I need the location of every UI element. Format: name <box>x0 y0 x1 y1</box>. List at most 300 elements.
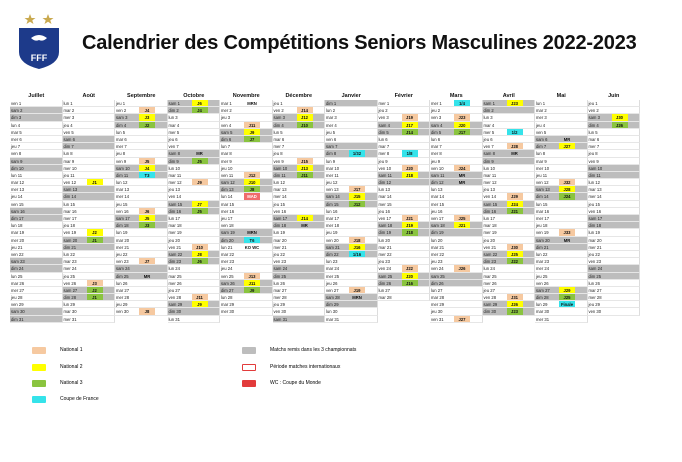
match-label <box>402 107 418 113</box>
day-cell <box>220 251 273 258</box>
match-label <box>612 215 628 221</box>
day-label: mer 21 <box>273 244 287 250</box>
day-label: mar 29 <box>221 302 235 308</box>
day-cell <box>483 244 536 251</box>
match-label <box>349 179 365 185</box>
match-label <box>349 114 365 120</box>
day-cell <box>115 301 168 308</box>
match-label: J11 <box>192 294 208 300</box>
day-cell <box>115 237 168 244</box>
match-label <box>612 208 628 214</box>
day-label: lun 11 <box>11 172 23 178</box>
match-label: J29 <box>559 287 575 293</box>
match-label <box>507 186 523 192</box>
day-label: mar 14 <box>378 194 392 200</box>
day-cell <box>10 280 63 287</box>
day-cell <box>220 280 273 287</box>
day-cell <box>588 122 641 129</box>
match-label <box>454 193 470 199</box>
match-label: J8 <box>139 308 155 314</box>
match-label: J25 <box>454 215 470 221</box>
match-label <box>297 251 313 257</box>
match-label <box>244 215 260 221</box>
day-label: ven 2 <box>273 108 284 114</box>
match-label <box>454 237 470 243</box>
day-label: lun 15 <box>63 201 75 207</box>
day-label: lun 29 <box>536 302 548 308</box>
day-cell <box>430 201 483 208</box>
day-label: sam 3 <box>116 115 128 121</box>
match-label <box>297 258 313 264</box>
day-cell <box>220 122 273 129</box>
day-cell <box>430 143 483 150</box>
day-cell <box>63 100 116 107</box>
day-label: sam 24 <box>588 266 603 272</box>
match-label <box>139 294 155 300</box>
match-label <box>192 237 208 243</box>
day-cell <box>115 229 168 236</box>
day-label: jeu 9 <box>431 158 441 164</box>
match-label <box>349 107 365 113</box>
day-label: ven 4 <box>221 122 232 128</box>
day-label: lun 4 <box>11 122 21 128</box>
day-label: mer 10 <box>536 165 550 171</box>
day-cell <box>168 107 221 114</box>
day-label: lun 24 <box>483 266 495 272</box>
day-cell <box>378 165 431 172</box>
day-label: mer 20 <box>11 237 25 243</box>
day-cell <box>378 244 431 251</box>
match-label <box>34 114 50 120</box>
match-label: J28 <box>559 186 575 192</box>
day-cell <box>588 158 641 165</box>
day-label: mer 1 <box>378 101 390 106</box>
match-label <box>87 308 103 314</box>
match-label <box>244 301 260 307</box>
match-label <box>87 265 103 271</box>
day-cell <box>483 143 536 150</box>
day-cell <box>168 114 221 121</box>
day-cell <box>325 316 378 323</box>
match-label <box>349 208 365 214</box>
day-cell <box>63 301 116 308</box>
match-label: MR <box>511 151 518 157</box>
day-cell <box>378 114 431 121</box>
day-label: jeu 14 <box>11 194 23 200</box>
day-label: sam 14 <box>326 194 340 200</box>
day-cell <box>10 294 63 301</box>
day-cell <box>273 273 326 280</box>
day-cell <box>168 316 221 323</box>
match-label <box>244 143 260 149</box>
day-label: dim 12 <box>431 180 444 186</box>
day-label: dim 14 <box>63 194 77 200</box>
day-label: dim 13 <box>221 187 234 193</box>
day-label: ven 23 <box>588 259 602 265</box>
day-cell <box>63 143 116 150</box>
match-label <box>349 165 365 171</box>
match-label <box>192 122 208 128</box>
day-label: mer 13 <box>11 187 25 193</box>
day-label: ven 29 <box>11 302 24 308</box>
match-label: J8 <box>244 186 260 192</box>
match-label <box>612 301 628 307</box>
day-label: ven 14 <box>168 194 182 200</box>
day-label: sam 13 <box>536 187 550 193</box>
match-label: J18 <box>402 172 418 178</box>
match-label: J14 <box>402 129 418 135</box>
day-label: mar 15 <box>221 201 235 207</box>
day-cell <box>325 294 378 301</box>
day-cell <box>168 222 221 229</box>
day-cell <box>115 143 168 150</box>
month-column <box>325 92 378 323</box>
day-cell <box>273 208 326 215</box>
day-cell <box>10 107 63 114</box>
day-label: lun 16 <box>326 208 338 214</box>
match-label <box>559 129 575 135</box>
legend-label: WC : Coupe du Monde <box>270 380 321 386</box>
match-label <box>349 143 365 149</box>
match-label <box>139 150 155 156</box>
match-label <box>244 294 260 300</box>
day-label: dim 25 <box>116 273 129 279</box>
day-cell <box>273 316 326 323</box>
day-label: mer 12 <box>168 180 182 186</box>
day-label: ven 2 <box>588 108 599 114</box>
legend-item <box>32 394 99 404</box>
match-label <box>402 237 418 243</box>
day-label: dim 27 <box>221 287 234 293</box>
match-label <box>559 265 575 271</box>
day-label: jeu 24 <box>221 266 233 272</box>
day-cell <box>168 294 221 301</box>
match-label: J30 <box>612 114 628 120</box>
day-label: mer 8 <box>431 151 442 157</box>
match-label: J24 <box>559 193 575 199</box>
match-label: KO WC <box>244 244 260 250</box>
day-label: sam 18 <box>431 223 445 229</box>
day-cell <box>10 273 63 280</box>
day-cell <box>588 280 641 287</box>
day-cell <box>273 201 326 208</box>
day-label: lun 19 <box>273 230 285 236</box>
match-label <box>87 301 103 307</box>
day-cell <box>273 100 326 107</box>
match-label <box>139 129 155 135</box>
day-cell <box>168 129 221 136</box>
day-label: lun 21 <box>221 244 233 250</box>
match-label <box>139 237 155 243</box>
match-label <box>297 287 313 293</box>
day-label: ven 26 <box>536 280 549 286</box>
day-cell <box>535 150 588 157</box>
day-cell <box>325 150 378 157</box>
day-label: ven 22 <box>11 251 24 257</box>
day-cell <box>378 265 431 272</box>
match-label: J6 <box>192 100 208 106</box>
day-label: mar 9 <box>63 158 75 164</box>
day-cell <box>483 129 536 136</box>
day-cell <box>10 143 63 150</box>
match-label: J22 <box>507 258 523 264</box>
day-label: jeu 4 <box>63 122 73 128</box>
day-cell <box>168 258 221 265</box>
day-label: mar 27 <box>273 287 287 293</box>
day-cell <box>535 316 588 323</box>
match-label <box>139 143 155 149</box>
match-label <box>507 179 523 185</box>
day-cell <box>378 193 431 200</box>
day-cell <box>430 265 483 272</box>
day-cell <box>63 222 116 229</box>
match-label <box>507 287 523 293</box>
day-cell <box>325 143 378 150</box>
day-cell <box>588 136 641 143</box>
legend-swatch <box>32 364 46 371</box>
day-cell <box>483 215 536 222</box>
month-column <box>588 92 641 323</box>
day-label: dim 26 <box>378 280 392 286</box>
day-label: mar 21 <box>431 244 445 250</box>
match-label <box>612 150 628 156</box>
match-label <box>402 136 418 142</box>
day-cell <box>325 308 378 315</box>
match-label <box>34 186 50 192</box>
match-label <box>454 143 470 149</box>
day-cell <box>10 165 63 172</box>
match-label <box>612 265 628 271</box>
day-label: ven 9 <box>588 158 599 164</box>
match-label <box>34 301 50 307</box>
day-label: dim 19 <box>378 230 392 236</box>
day-label: mer 24 <box>63 266 77 272</box>
day-cell <box>220 158 273 165</box>
match-label <box>192 280 208 286</box>
match-label: 1/16 <box>349 251 365 257</box>
match-label: J23 <box>507 308 523 314</box>
day-cell <box>63 186 116 193</box>
day-label: lun 12 <box>273 180 285 186</box>
match-label <box>244 158 260 164</box>
day-cell <box>168 122 221 129</box>
match-label <box>244 201 260 207</box>
match-label <box>34 201 50 207</box>
match-label: T3 <box>139 172 155 178</box>
day-cell <box>378 237 431 244</box>
day-label: jeu 22 <box>273 251 285 257</box>
day-cell <box>483 308 536 315</box>
day-label: dim 19 <box>431 230 444 236</box>
day-cell <box>588 258 641 265</box>
match-label <box>34 258 50 264</box>
day-cell <box>220 258 273 265</box>
day-label: mar 7 <box>431 144 442 150</box>
day-label: dim 31 <box>11 316 24 322</box>
match-label <box>402 294 418 300</box>
day-label: mer 18 <box>326 223 340 229</box>
legend-swatch <box>242 347 256 354</box>
match-label <box>507 114 523 120</box>
day-label: lun 14 <box>221 194 233 200</box>
day-cell <box>483 251 536 258</box>
match-label: 1/32 <box>349 150 365 156</box>
match-label <box>87 186 103 192</box>
day-label: dim 4 <box>588 122 599 128</box>
day-label: lun 8 <box>63 151 73 157</box>
match-label <box>87 201 103 207</box>
day-label: ven 19 <box>63 230 77 236</box>
day-cell <box>325 100 378 107</box>
day-label: jeu 10 <box>221 165 233 171</box>
day-label: ven 2 <box>116 108 127 114</box>
day-label: sam 20 <box>536 237 550 243</box>
match-label <box>559 273 575 279</box>
match-label: J12 <box>244 172 260 178</box>
match-label <box>34 294 50 300</box>
day-label: dim 23 <box>168 259 182 265</box>
day-cell <box>273 129 326 136</box>
match-label: J8 <box>192 251 208 257</box>
day-label: lun 5 <box>588 129 598 135</box>
day-cell <box>535 301 588 308</box>
match-label <box>559 114 575 120</box>
day-cell <box>325 258 378 265</box>
match-label <box>297 294 313 300</box>
match-label <box>559 158 575 164</box>
match-label: J25 <box>507 251 523 257</box>
day-label: dim 11 <box>116 172 129 178</box>
day-cell <box>483 222 536 229</box>
match-label <box>87 107 103 113</box>
day-label: sam 17 <box>588 216 603 221</box>
day-label: mar 20 <box>588 237 602 243</box>
match-label <box>454 301 470 307</box>
day-cell <box>63 208 116 215</box>
match-label: J26 <box>612 122 628 128</box>
day-label: jeu 27 <box>483 287 495 293</box>
day-cell <box>535 222 588 229</box>
day-cell <box>430 172 483 179</box>
day-label: mer 29 <box>431 302 445 308</box>
day-label: mar 7 <box>378 144 390 150</box>
day-cell <box>378 222 431 229</box>
match-label: J18 <box>402 229 418 235</box>
day-cell <box>325 287 378 294</box>
match-label <box>454 208 470 214</box>
day-label: mar 30 <box>536 309 550 315</box>
day-label: mer 9 <box>221 158 232 164</box>
day-label: ven 28 <box>168 295 182 301</box>
day-label: jeu 17 <box>221 216 233 221</box>
day-label: lun 31 <box>168 316 180 322</box>
match-label <box>612 229 628 235</box>
match-label <box>87 122 103 128</box>
day-label: mar 21 <box>378 244 392 250</box>
day-cell <box>325 158 378 165</box>
match-label <box>507 280 523 286</box>
day-cell <box>430 244 483 251</box>
match-label <box>349 301 365 307</box>
day-label: sam 18 <box>378 223 393 229</box>
day-label: sam 5 <box>221 129 233 135</box>
day-cell <box>588 287 641 294</box>
day-cell <box>63 229 116 236</box>
day-cell <box>115 251 168 258</box>
match-label <box>297 237 313 243</box>
match-label: J13 <box>244 273 260 279</box>
match-label <box>244 251 260 257</box>
day-cell <box>63 280 116 287</box>
day-label: mer 3 <box>63 115 75 121</box>
day-label: mer 22 <box>431 251 445 257</box>
match-label: J4 <box>192 107 208 113</box>
day-cell <box>535 208 588 215</box>
day-cell <box>588 165 641 172</box>
day-label: lun 9 <box>326 158 336 164</box>
day-cell <box>325 265 378 272</box>
match-label: MR <box>563 136 571 142</box>
day-cell <box>535 165 588 172</box>
day-label: sam 6 <box>63 136 75 142</box>
day-cell <box>535 244 588 251</box>
match-label: J12 <box>297 114 313 120</box>
day-cell <box>535 237 588 244</box>
legend-item <box>242 345 356 355</box>
day-label: dim 28 <box>63 295 77 301</box>
match-label <box>612 136 628 142</box>
day-label: lun 19 <box>116 230 128 236</box>
match-label <box>349 308 365 314</box>
match-label <box>139 193 155 199</box>
match-label <box>454 107 470 113</box>
month-header: Août <box>82 93 96 99</box>
day-cell <box>273 122 326 129</box>
match-label <box>87 143 103 149</box>
legend-item <box>32 378 83 388</box>
day-label: mer 24 <box>536 266 550 272</box>
day-cell <box>535 100 588 107</box>
match-label: J30 <box>507 244 523 250</box>
day-label: sam 11 <box>431 172 445 178</box>
day-cell <box>220 308 273 315</box>
match-label: J4 <box>139 165 155 171</box>
day-cell <box>10 201 63 208</box>
month-column <box>483 92 536 323</box>
day-cell <box>115 158 168 165</box>
day-label: jeu 12 <box>326 180 338 186</box>
match-label: J20 <box>402 165 418 171</box>
match-label <box>612 129 628 135</box>
match-label: J17 <box>402 122 418 128</box>
day-cell <box>115 100 168 107</box>
day-label: jeu 22 <box>588 251 600 257</box>
day-cell <box>220 186 273 193</box>
match-label <box>192 165 208 171</box>
day-label: dim 18 <box>588 223 602 229</box>
day-cell <box>220 143 273 150</box>
day-cell <box>325 193 378 200</box>
day-label: dim 9 <box>483 158 494 164</box>
day-cell <box>430 280 483 287</box>
match-label <box>454 150 470 156</box>
day-label: sam 10 <box>116 165 130 171</box>
day-label: sam 16 <box>11 208 25 214</box>
day-cell <box>430 179 483 186</box>
day-cell <box>588 229 641 236</box>
month-header: Octobre <box>183 93 205 99</box>
day-cell <box>273 186 326 193</box>
